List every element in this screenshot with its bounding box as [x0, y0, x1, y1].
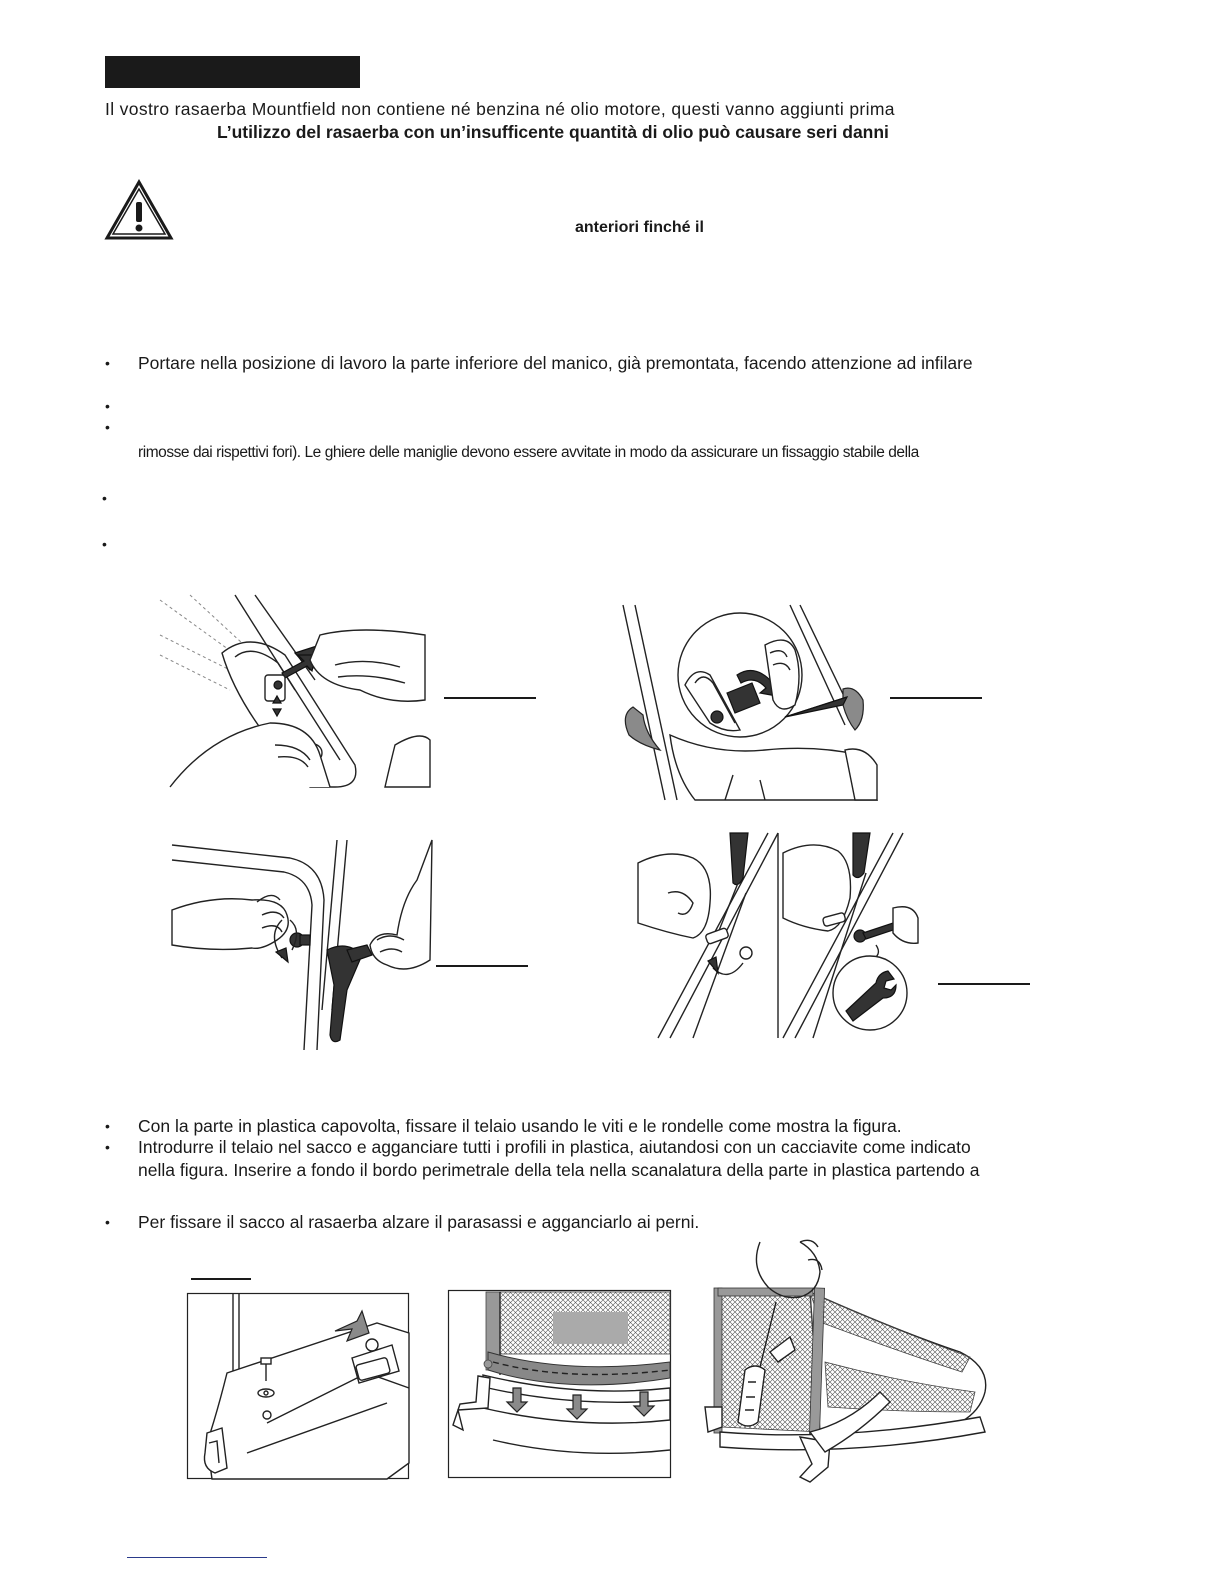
intro-line-1: Il vostro rasaerba Mountfield non contiene né benzina né olio motore, questi vanno aggiunti prima [105, 99, 895, 119]
assembly-step-3-cont: rimosse dai rispettivi fori). Le ghiere delle maniglie devono essere avvitate in modo da assicurare un fissaggio stabile della [138, 444, 919, 461]
figure-caption-underline [444, 697, 536, 699]
bag-step-2-cont: nella figura. Inserire a fondo il bordo perimetrale della tela nella scanalatura della parte in plastica partendo a [138, 1160, 980, 1180]
bullet-glyph: • [102, 536, 107, 552]
figure-frame-screws [187, 1293, 409, 1479]
bag-step-3: Per fissare il sacco al rasaerba alzare il parasassi e agganciarlo ai perni. [138, 1212, 700, 1232]
warning-text: anteriori finché il [575, 219, 704, 236]
figure-caption-underline [436, 965, 528, 967]
figure-handle-lever [160, 595, 430, 790]
bag-step-2: Introdurre il telaio nel sacco e agganciare tutti i profili in plastica, aiutandosi con un cacciavite come indicato [138, 1137, 971, 1157]
figure-bag-screwdriver [700, 1242, 992, 1492]
figure-knob-tightening [172, 840, 432, 1050]
figure-caption-underline [938, 983, 1030, 985]
bullet-glyph: • [105, 355, 110, 371]
footer-link-underline [127, 1557, 267, 1558]
section-header-bar [105, 56, 360, 88]
figure-caption-underline [890, 697, 982, 699]
figure-cable-adjustment [638, 833, 918, 1038]
warning-triangle-icon [105, 180, 173, 240]
bullet-glyph: • [105, 419, 110, 435]
bag-step-1: Con la parte in plastica capovolta, fissare il telaio usando le viti e le rondelle come mostra la figura. [138, 1116, 902, 1136]
bullet-glyph: • [105, 1214, 110, 1230]
bullet-glyph: • [102, 490, 107, 506]
bullet-glyph: • [105, 1139, 110, 1155]
intro-line-2: L’utilizzo del rasaerba con un’insufficente quantità di olio può causare seri danni [217, 122, 889, 142]
assembly-step-1: Portare nella posizione di lavoro la parte inferiore del manico, già premontata, facendo attenzione ad infilare [138, 353, 973, 373]
figure-bag-clips [448, 1290, 671, 1478]
bullet-glyph: • [105, 398, 110, 414]
figure-caption-underline [191, 1278, 251, 1280]
figure-handle-detail [615, 605, 880, 800]
bullet-glyph: • [105, 1118, 110, 1134]
